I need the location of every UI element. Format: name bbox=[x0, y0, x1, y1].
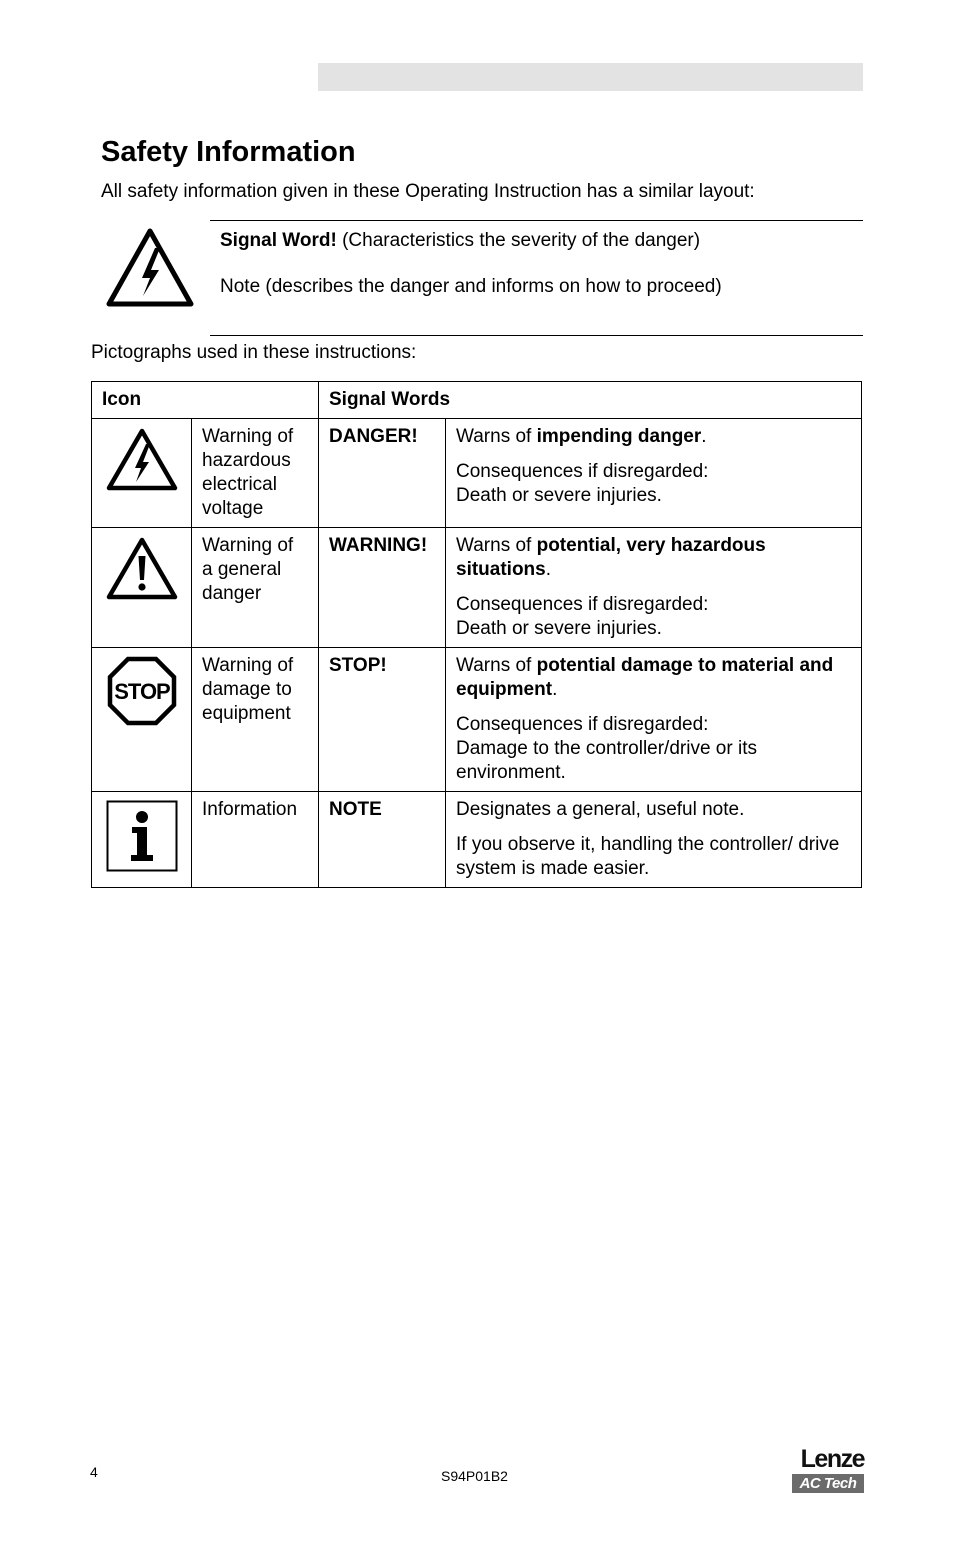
table-row bbox=[92, 419, 862, 528]
consequence-text: Consequences if disregarded: Damage to the controller/drive or its environment. bbox=[456, 714, 757, 783]
description-cell: Warning of damage to equipment bbox=[192, 648, 319, 792]
information-icon bbox=[106, 800, 178, 872]
document-code: S94P01B2 bbox=[441, 1468, 508, 1484]
electrical-hazard-triangle-icon bbox=[105, 226, 195, 310]
header-signal-words: Signal Words bbox=[319, 382, 862, 419]
example-signal-word: Signal Word! bbox=[220, 230, 337, 251]
safety-example-box bbox=[210, 220, 863, 336]
example-note: Note (describes the danger and informs on how to proceed) bbox=[220, 276, 722, 297]
icon-cell bbox=[92, 528, 192, 648]
note-text-2: If you observe it, handling the controller/ drive system is made easier. bbox=[456, 834, 840, 879]
page-title: Safety Information bbox=[101, 136, 356, 168]
description-cell: Warning of a general danger bbox=[192, 528, 319, 648]
general-danger-triangle-icon bbox=[106, 536, 178, 602]
lenze-logo bbox=[790, 1446, 864, 1494]
intro-text: All safety information given in these Operating Instruction has a similar layout: bbox=[101, 181, 755, 202]
consequence-text: Consequences if disregarded: Death or severe injuries. bbox=[456, 594, 709, 639]
warn-text: Warns of potential, very hazardous situations. bbox=[456, 535, 766, 580]
signal-word-cell: STOP! bbox=[319, 648, 446, 792]
signal-description-cell bbox=[446, 648, 862, 792]
pictograph-table bbox=[91, 381, 862, 888]
consequence-text: Consequences if disregarded: Death or severe injuries. bbox=[456, 461, 709, 506]
electrical-hazard-triangle-icon bbox=[106, 427, 178, 493]
description-cell: Information bbox=[192, 792, 319, 888]
note-text-1: Designates a general, useful note. bbox=[456, 799, 745, 820]
warn-text: Warns of potential damage to material and equipment. bbox=[456, 655, 834, 700]
table-row bbox=[92, 648, 862, 792]
pictographs-intro: Pictographs used in these instructions: bbox=[91, 342, 417, 363]
signal-word-cell: NOTE bbox=[319, 792, 446, 888]
icon-cell bbox=[92, 648, 192, 792]
header-icon: Icon bbox=[92, 382, 319, 419]
signal-description-cell bbox=[446, 528, 862, 648]
signal-word-cell: WARNING! bbox=[319, 528, 446, 648]
stop-sign-icon bbox=[107, 656, 177, 726]
table-row bbox=[92, 792, 862, 888]
logo-actech-text: AC Tech bbox=[792, 1474, 864, 1493]
table-row bbox=[92, 528, 862, 648]
warn-text: Warns of impending danger. bbox=[456, 426, 707, 447]
example-signal-line bbox=[220, 230, 700, 252]
signal-word-cell: DANGER! bbox=[319, 419, 446, 528]
example-signal-desc: (Characteristics the severity of the danger) bbox=[336, 230, 701, 251]
icon-cell bbox=[92, 419, 192, 528]
signal-description-cell bbox=[446, 419, 862, 528]
page-number: 4 bbox=[90, 1464, 98, 1480]
description-cell: Warning of hazardous electrical voltage bbox=[192, 419, 319, 528]
header-bar bbox=[318, 63, 863, 91]
stop-sign-text: STOP bbox=[113, 679, 170, 704]
table-header-row bbox=[92, 382, 862, 419]
signal-description-cell bbox=[446, 792, 862, 888]
logo-lenze-text: Lenze bbox=[800, 1445, 864, 1473]
icon-cell bbox=[92, 792, 192, 888]
